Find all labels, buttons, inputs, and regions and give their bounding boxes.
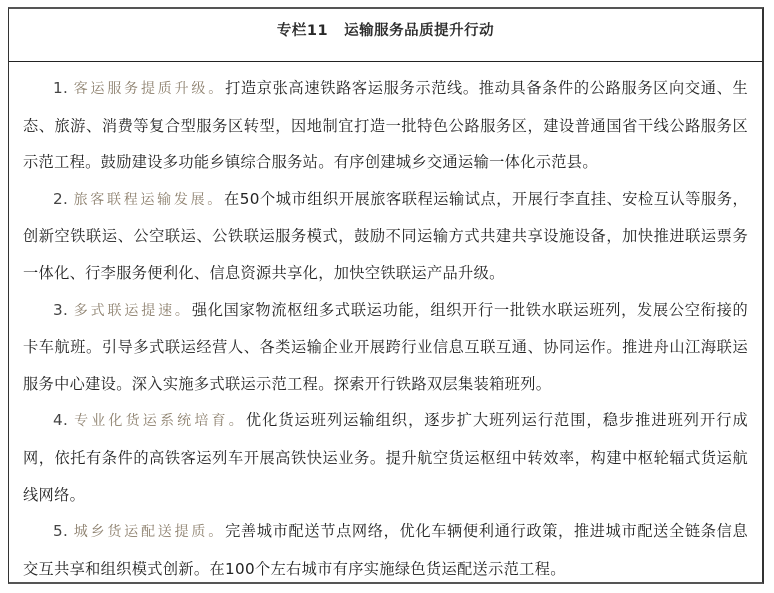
list-item-5 <box>23 513 748 587</box>
item-text: 在50个城市组织开展旅客联程运输试点，开展行李直挂、安检互认等服务，创新空铁联运、公空联运、公铁联运服务模式，鼓励不同运输方式共建共享设施设备，加快推进联运票务一体化、行李服务便利化、信息资源共享化，加快空铁联运产品升级。 <box>23 189 748 282</box>
list-item-1 <box>23 70 748 181</box>
item-number: 3. <box>53 300 69 319</box>
column-body <box>9 62 762 587</box>
item-number: 2. <box>53 189 69 208</box>
item-text: 优化货运班列运输组织，逐步扩大班列运行范围，稳步推进班列开行成网，依托有条件的高铁客运列车开展高铁快运业务。提升航空货运枢纽中转效率，构建中枢轮辐式货运航线网络。 <box>23 411 748 504</box>
item-text: 完善城市配送节点网络，优化车辆便利通行政策，推进城市配送全链条信息交互共享和组织模式创新。在100个左右城市有序实施绿色货运配送示范工程。 <box>23 522 748 578</box>
item-topic: 多式联运提速。 <box>73 302 192 319</box>
column-heading: 运输服务品质提升行动 <box>344 23 495 39</box>
item-number: 5. <box>53 522 69 541</box>
item-number: 4. <box>53 411 69 430</box>
item-topic: 城乡货运配送提质。 <box>73 524 226 541</box>
list-item-4 <box>23 402 748 513</box>
item-text: 强化国家物流枢纽多式联运功能，组织开行一批铁水联运班列，发展公空衔接的卡车航班。引导多式联运经营人、各类运输企业开展跨行业信息互联互通、协同运作。推进舟山江海联运服务中心建设。深入实施多式联运示范工程。探索开行铁路双层集装箱班列。 <box>23 300 749 393</box>
list-item-2 <box>23 181 748 292</box>
item-text: 打造京张高速铁路客运服务示范线。推动具备条件的公路服务区向交通、生态、旅游、消费等复合型服务区转型，因地制宜打造一批特色公路服务区，建设普通国省干线公路服务区示范工程。鼓励建设多功能乡镇综合服务站。有序创建城乡交通运输一体化示范县。 <box>23 79 748 172</box>
column-header <box>9 9 762 62</box>
list-item-3 <box>23 292 748 403</box>
column-title <box>277 19 494 40</box>
item-topic: 专业化货运系统培育。 <box>74 413 246 430</box>
item-number: 1. <box>53 79 69 97</box>
column-box <box>8 7 764 584</box>
item-topic: 客运服务提质升级。 <box>73 81 226 97</box>
column-label: 专栏11 <box>276 23 329 39</box>
item-topic: 旅客联程运输发展。 <box>73 191 224 208</box>
